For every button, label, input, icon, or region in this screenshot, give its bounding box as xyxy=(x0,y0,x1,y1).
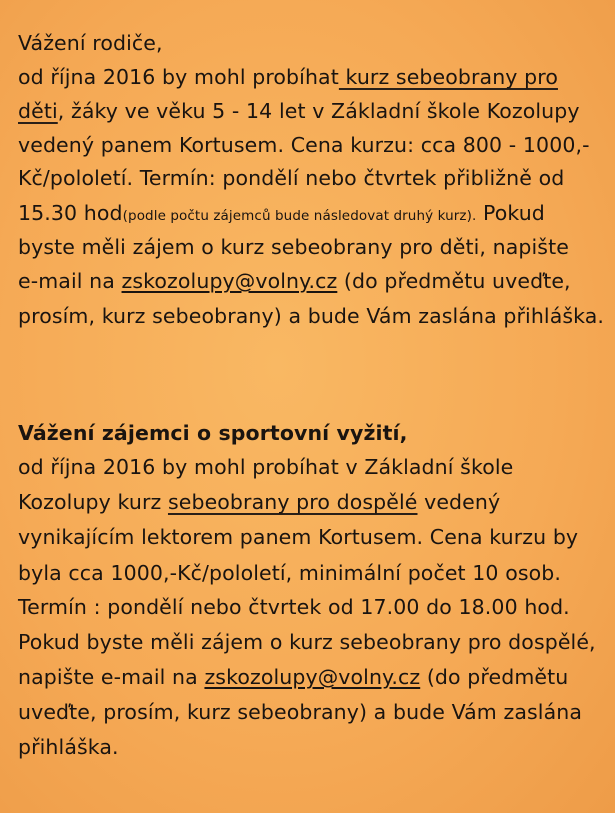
notice2-line-5-text: Termín : pondělí nebo čtvrtek od 17.00 do 18.00 hod. xyxy=(18,595,570,619)
notice1-line-8 xyxy=(18,301,604,331)
notice2-line-9 xyxy=(18,732,119,762)
notice2-course-highlight: sebeobrany pro dospělé xyxy=(167,490,418,514)
notice2-line-6 xyxy=(18,627,596,657)
notice2-line-2 xyxy=(18,487,500,517)
notice1-line-5 xyxy=(18,198,545,231)
notice1-time: 15.30 hod xyxy=(18,201,123,225)
notice1-course-highlight-cont: děti xyxy=(18,99,58,123)
notice2-line-4-text: byla cca 1000,-Kč/pololetí, minimální počet 10 osob. xyxy=(18,561,561,585)
notice2-line-2-text-post: vedený xyxy=(417,490,501,514)
notice1-email-link[interactable]: zskozolupy@volny.cz xyxy=(121,269,338,293)
notice1-line-2-text: , žáky ve věku 5 - 14 let v Základní škole Kozolupy xyxy=(57,99,580,123)
notice1-line-5-text: Pokud xyxy=(476,201,545,225)
notice2-line-7-text: napište e-mail na xyxy=(18,665,205,689)
notice1-line-3-text: vedený panem Kortusem. Cena kurzu: cca 800 - 1000,- xyxy=(18,133,590,157)
notice2-line-8-text: uveďte, prosím, kurz sebeobrany) a bude Vám zaslána xyxy=(18,700,583,724)
notice1-line-4-text: Kč/pololetí. Termín: pondělí nebo čtvrtek přibližně od xyxy=(18,166,565,190)
notice1-line-1 xyxy=(18,62,558,92)
notice2-line-1-text: od října 2016 by mohl probíhat v Základní škole xyxy=(18,455,514,479)
notice1-greeting xyxy=(18,28,163,58)
notice2-greeting-text: Vážení zájemci o sportovní vyžití, xyxy=(18,421,408,445)
notice1-line-7-text-post: (do předmětu uveďte, xyxy=(337,269,571,293)
notice2-email-link[interactable]: zskozolupy@volny.cz xyxy=(204,665,421,689)
notice2-line-7-text-post: (do předmětu xyxy=(420,665,569,689)
notice1-line-7 xyxy=(18,266,571,296)
notice2-line-3-text: vynikajícím lektorem panem Kortusem. Cena kurzu by xyxy=(18,525,579,549)
notice1-line-2 xyxy=(18,96,580,126)
notice2-line-8 xyxy=(18,697,582,727)
notice2-line-7 xyxy=(18,662,568,692)
notice1-line-3 xyxy=(18,130,590,160)
notice1-course-highlight: kurz sebeobrany pro xyxy=(338,65,558,89)
notice2-line-2-text: Kozolupy kurz xyxy=(18,490,168,514)
notice1-line-6-text: byste měli zájem o kurz sebeobrany pro děti, napište xyxy=(18,235,569,259)
notice1-line-7-text: e-mail na xyxy=(18,269,122,293)
notice2-greeting xyxy=(18,418,408,448)
notice1-time-note: (podle počtu zájemců bude následovat druhý kurz). xyxy=(122,208,477,224)
notice1-greeting-text: Vážení rodiče, xyxy=(18,31,163,55)
notice1-line-8-text: prosím, kurz sebeobrany) a bude Vám zaslána přihláška. xyxy=(18,304,605,328)
notice1-line-4 xyxy=(18,163,564,193)
notice2-line-3 xyxy=(18,522,578,552)
notice2-line-6-text: Pokud byste měli zájem o kurz sebeobrany pro dospělé, xyxy=(18,630,596,654)
notice2-line-9-text: přihláška. xyxy=(18,735,119,759)
notice2-line-4 xyxy=(18,558,561,588)
notice1-line-6 xyxy=(18,232,569,262)
notice2-line-1 xyxy=(18,452,513,482)
notice2-line-5 xyxy=(18,592,570,622)
notice1-line-1-text: od října 2016 by mohl probíhat xyxy=(18,65,339,89)
